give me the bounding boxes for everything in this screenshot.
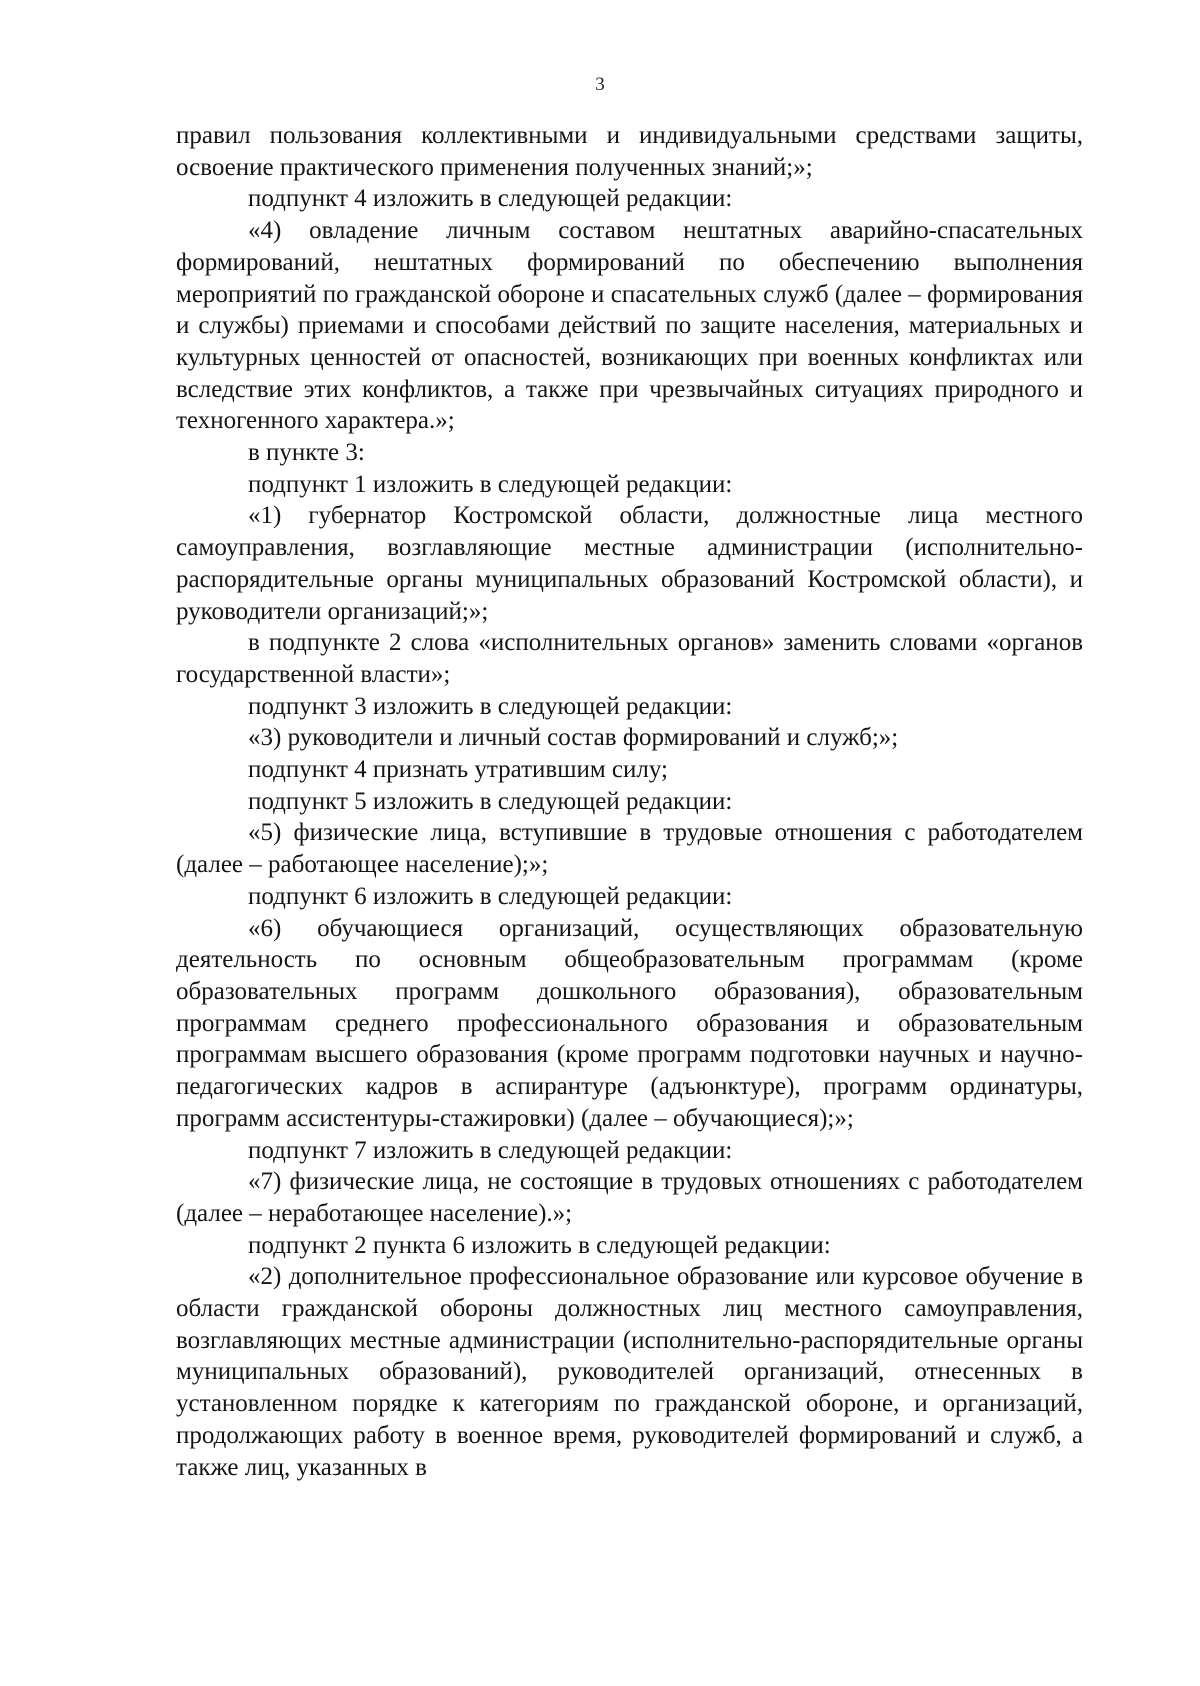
- paragraph: в пункте 3:: [248, 439, 365, 467]
- paragraph: в подпункте 2 слова «исполнительных органов» заменить словами «органов государственной власти»;: [176, 629, 1083, 688]
- paragraph: «6) обучающиеся организаций, осуществляющих образовательную деятельность по основным общеобразовательным программам (кроме образовательных программ дошкольного образования), образовательным программам среднего профессионального образования и образовательным программам высшего образования (кроме программ подготовки научных и научно-педагогических кадров в аспирантуре (адъюнктуре), программ ординатуры, программ ассистентуры-стажировки) (далее – обучающиеся);»;: [176, 914, 1083, 1132]
- page-number: 3: [595, 74, 605, 95]
- paragraph: подпункт 6 изложить в следующей редакции:: [248, 882, 733, 910]
- paragraph: «1) губернатор Костромской области, должностные лица местного самоуправления, возглавляющие местные администрации (исполнительно-распорядительные органы муниципальных образований Костромской области), и руководители организаций;»;: [176, 502, 1083, 625]
- paragraph: «3) руководители и личный состав формирований и служб;»;: [248, 724, 899, 752]
- paragraph: подпункт 7 изложить в следующей редакции:: [248, 1136, 733, 1164]
- paragraph: подпункт 4 изложить в следующей редакции:: [248, 185, 733, 213]
- paragraph: подпункт 3 изложить в следующей редакции:: [248, 692, 733, 720]
- paragraph: подпункт 4 признать утратившим силу;: [248, 756, 668, 784]
- paragraph: «4) овладение личным составом нештатных аварийно-спасательных формирований, нештатных формирований по обеспечению выполнения мероприятий по гражданской обороне и спасательных служб (далее – формирования и службы) приемами и способами действий по защите населения, материальных и культурных ценностей от опасностей, возникающих при военных конфликтах или вследствие этих конфликтов, а также при чрезвычайных ситуациях природного и техногенного характера.»;: [176, 217, 1083, 435]
- paragraph: правил пользования коллективными и индивидуальными средствами защиты, освоение практического применения полученных знаний;»;: [176, 122, 1083, 181]
- paragraph: подпункт 1 изложить в следующей редакции:: [248, 470, 733, 498]
- paragraph: «2) дополнительное профессиональное образование или курсовое обучение в области гражданской обороны должностных лиц местного самоуправления, возглавляющих местные администрации (исполнительно-распорядительные органы муниципальных образований), руководителей организаций, отнесенных в установленном порядке к категориям по гражданской обороне, и организаций, продолжающих работу в военное время, руководителей формирований и служб, а также лиц, указанных в: [176, 1263, 1083, 1481]
- paragraph: подпункт 5 изложить в следующей редакции:: [248, 787, 733, 815]
- document-body: [176, 120, 1083, 1483]
- paragraph: «7) физические лица, не состоящие в трудовых отношениях с работодателем (далее – неработающее население).»;: [176, 1168, 1083, 1227]
- paragraph: «5) физические лица, вступившие в трудовые отношения с работодателем (далее – работающее население);»;: [176, 819, 1083, 879]
- paragraph: подпункт 2 пункта 6 изложить в следующей редакции:: [248, 1231, 831, 1259]
